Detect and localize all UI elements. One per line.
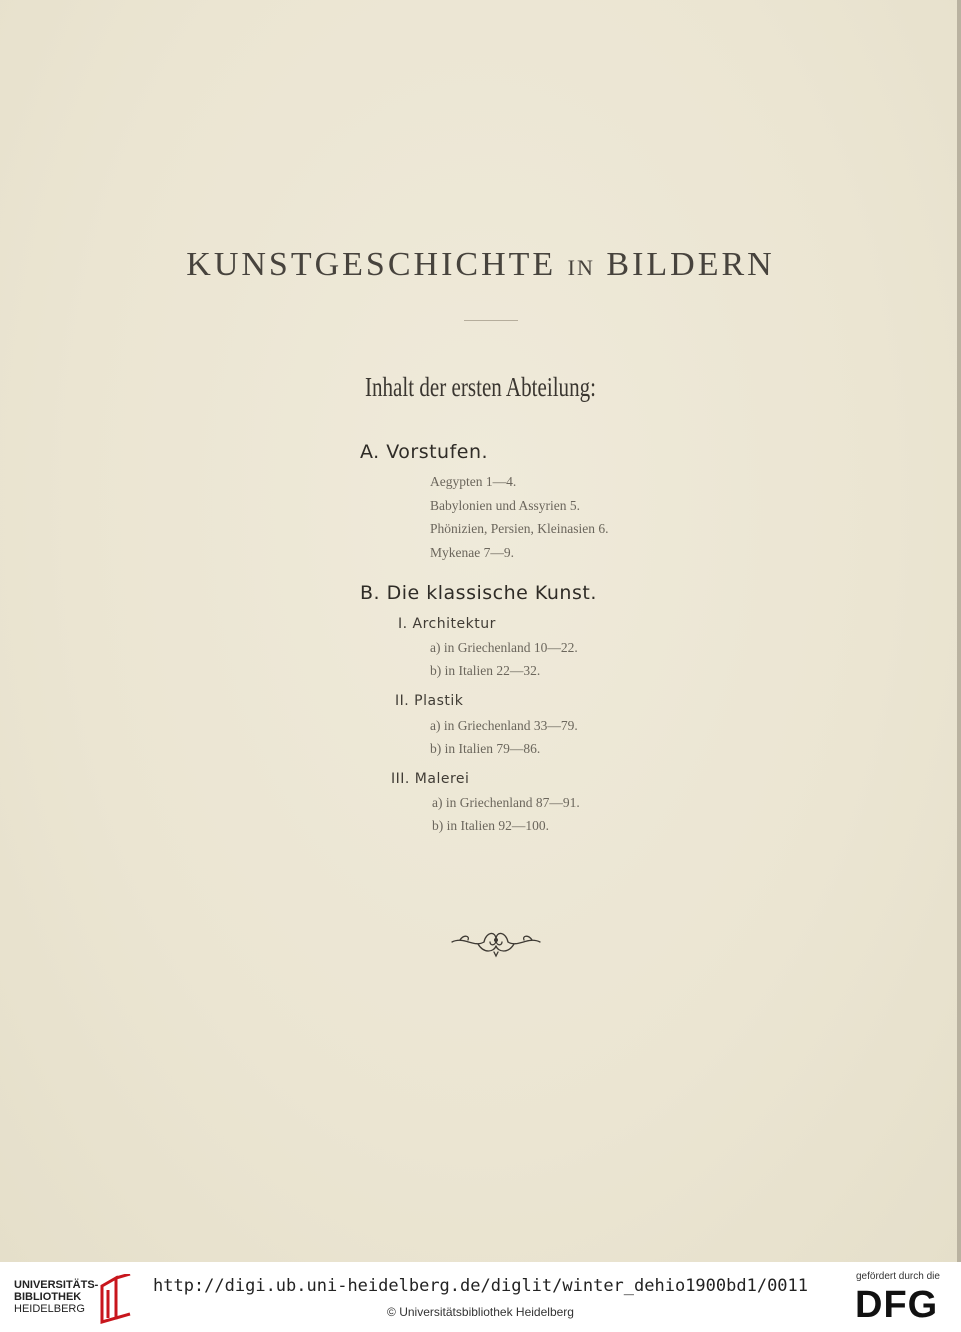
list-item: Aegypten 1—4.	[430, 474, 517, 489]
funding-note: gefördert durch die	[856, 1271, 940, 1282]
ornament-vignette	[450, 926, 542, 958]
copyright-notice: © Universitätsbibliothek Heidelberg	[387, 1305, 574, 1319]
group-heading-malerei: III. Malerei	[391, 771, 470, 787]
section-a-heading: A. Vorstufen.	[360, 441, 489, 463]
list-item: a) in Griechenland 10—22.	[430, 640, 578, 655]
title-divider	[464, 320, 518, 321]
permalink-url[interactable]: http://digi.ub.uni-heidelberg.de/diglit/winter_dehio1900bd1/0011	[152, 1276, 809, 1296]
list-item: a) in Griechenland 87—91.	[432, 795, 580, 810]
list-item: b) in Italien 92—100.	[432, 818, 549, 833]
library-name: UNIVERSITÄTS- BIBLIOTHEK HEIDELBERG	[14, 1279, 99, 1315]
list-item: b) in Italien 79—86.	[430, 741, 541, 756]
group-heading-plastik: II. Plastik	[395, 693, 464, 709]
list-item: Mykenae 7—9.	[430, 545, 514, 560]
group-heading-architektur: I. Architektur	[398, 616, 496, 632]
list-item: Phönizien, Persien, Kleinasien 6.	[430, 521, 609, 536]
section-b-heading: B. Die klassische Kunst.	[360, 582, 597, 604]
footer-bar	[0, 1262, 961, 1332]
page-title: KUNSTGESCHICHTE IN BILDERN	[186, 246, 775, 283]
list-item: a) in Griechenland 33—79.	[430, 718, 578, 733]
list-item: Babylonien und Assyrien 5.	[430, 498, 580, 513]
contents-heading: Inhalt der ersten Abteilung:	[364, 372, 597, 402]
dfg-logo: DFG	[855, 1284, 939, 1326]
list-item: b) in Italien 22—32.	[430, 663, 541, 678]
page-edge	[957, 0, 961, 1262]
